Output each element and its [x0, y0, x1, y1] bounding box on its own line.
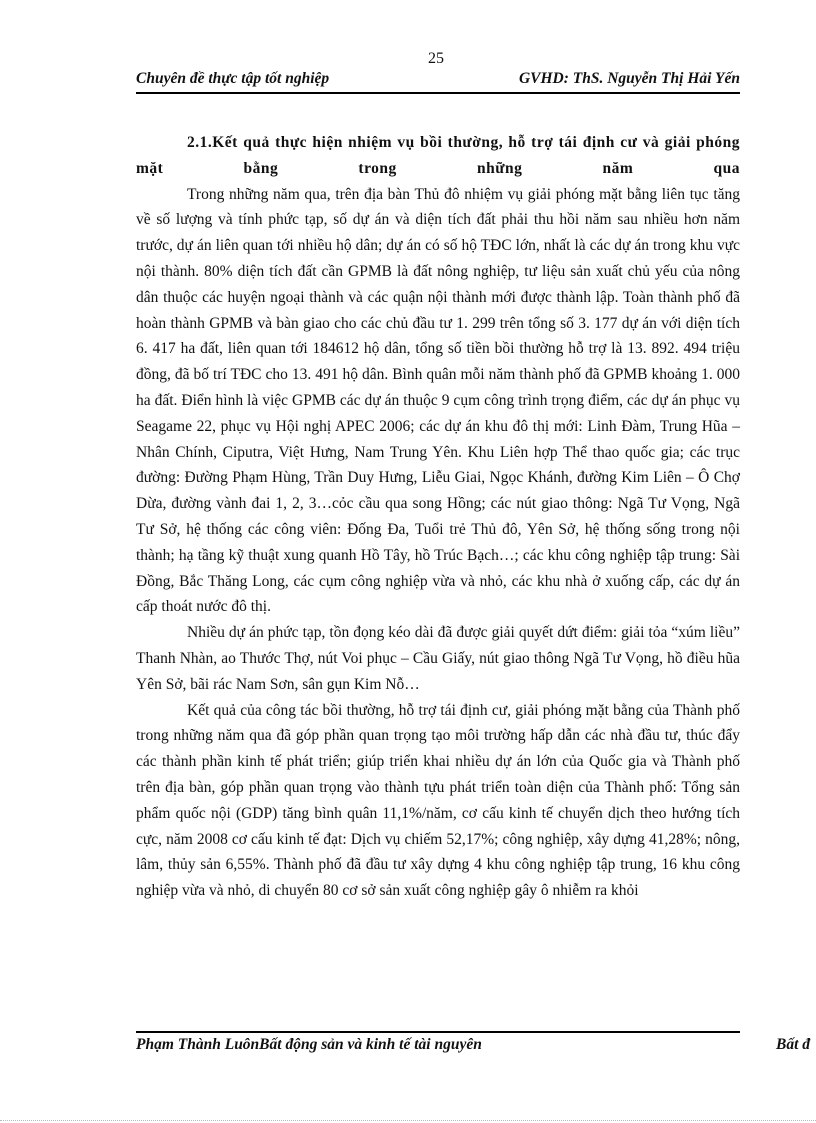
- paragraph-2: Nhiều dự án phức tạp, tồn đọng kéo dài đã được giải quyết dứt điểm: giải tỏa “xúm liều” Thanh Nhàn, ao Thước Thợ, nút Voi phục – Cầu Giấy, nút giao thông Ngã Tư Vọng, hồ điều hũa Yên Sở, bãi rác Nam Sơn, sân gụn Kim Nỗ…: [136, 624, 740, 693]
- header-document-title: Chuyên đề thực tập tốt nghiệp: [136, 70, 330, 87]
- document-body: [136, 130, 740, 904]
- page-bottom-divider: [0, 1120, 816, 1121]
- page-header: [136, 68, 740, 94]
- footer-cutoff-text: Bất đ: [776, 1036, 811, 1053]
- footer-divider: [136, 1031, 740, 1033]
- paragraph-3: Kết quả của công tác bồi thường, hỗ trợ tái định cư, giải phóng mặt bằng của Thành phố trong những năm qua đã góp phần quan trọng tạo môi trường hấp dẫn các nhà đầu tư, thúc đẩy các thành phần kinh tế phát triển; giúp triển khai nhiều dự án lớn của Quốc gia và Thành phố trên địa bàn, góp phần quan trọng vào thành tựu phát triển toàn diện của Thành phố: Tổng sản phẩm quốc nội (GDP) tăng bình quân 11,1%/năm, cơ cấu kinh tế chuyển dịch theo hướng tích cực, năm 2008 cơ cấu kinh tế đạt: Dịch vụ chiếm 52,17%; công nghiệp, xây dựng 41,28%; nông, lâm, thủy sản 6,55%. Thành phố đã đầu tư xây dựng 4 khu công nghiệp tập trung, 16 khu công nghiệp vừa và nhỏ, di chuyển 80 cơ sở sản xuất công nghiệp gây ô nhiễm ra khỏi: [136, 701, 740, 900]
- footer-author: Phạm Thành LuônBất động sản và kinh tế tài nguyên: [136, 1036, 482, 1053]
- paragraph-1: Trong những năm qua, trên địa bàn Thủ đô nhiệm vụ giải phóng mặt bằng liên tục tăng về số lượng và tính phức tạp, số dự án và diện tích đất phải thu hồi năm sau nhiều hơn năm trước, dự án liên quan tới nhiều hộ dân; dự án có số hộ TĐC lớn, nhất là các dự án trong khu vực nội thành. 80% diện tích đất cần GPMB là đất nông nghiệp, tư liệu sản xuất chủ yếu của nông dân thuộc các huyện ngoại thành và các quận nội thành mới được thành lập. Toàn thành phố đã hoàn thành GPMB và bàn giao cho các chủ đầu tư 1. 299 trên tổng số 3. 177 dự án với diện tích 6. 417 ha đất, liên quan tới 184612 hộ dân, tổng số tiền bồi thường hỗ trợ là 13. 892. 494 triệu đồng, đã bố trí TĐC cho 13. 491 hộ dân. Bình quân mỗi năm thành phố đã GPMB khoảng 1. 000 ha đất. Điển hình là việc GPMB các dự án thuộc 9 cụm công trình trọng điểm, các dự án phục vụ Seagame 22, phục vụ Hội nghị APEC 2006; các dự án khu đô thị mới: Linh Đàm, Trung Hũa – Nhân Chính, Ciputra, Việt Hưng, Nam Trung Yên. Khu Liên hợp Thể thao quốc gia; các trục đường: Đường Phạm Hùng, Trần Duy Hưng, Liễu Giai, Ngọc Khánh, đường Kim Liên – Ô Chợ Dừa, đường vành đai 1, 2, 3…cỏc cầu qua song Hồng; các nút giao thông: Ngã Tư Vọng, Ngã Tư Sở, hệ thống các công viên: Đống Đa, Tuổi trẻ Thủ đô, Yên Sở, hệ thống sống trong nội thành; hạ tầng kỹ thuật xung quanh Hồ Tây, hồ Trúc Bạch…; các khu công nghiệp tập trung: Sài Đồng, Bắc Thăng Long, các cụm công nghiệp vừa và nhỏ, các khu nhà ở xuống cấp, các dự án cấp thoát nước đô thị.: [136, 185, 740, 616]
- section-heading: 2.1.Kết quả thực hiện nhiệm vụ bồi thường, hỗ trợ tái định cư và giải phóng mặt bằng trong những năm qua: [136, 134, 740, 177]
- page-number: 25: [428, 50, 444, 67]
- header-advisor: GVHD: ThS. Nguyễn Thị Hải Yến: [518, 70, 740, 87]
